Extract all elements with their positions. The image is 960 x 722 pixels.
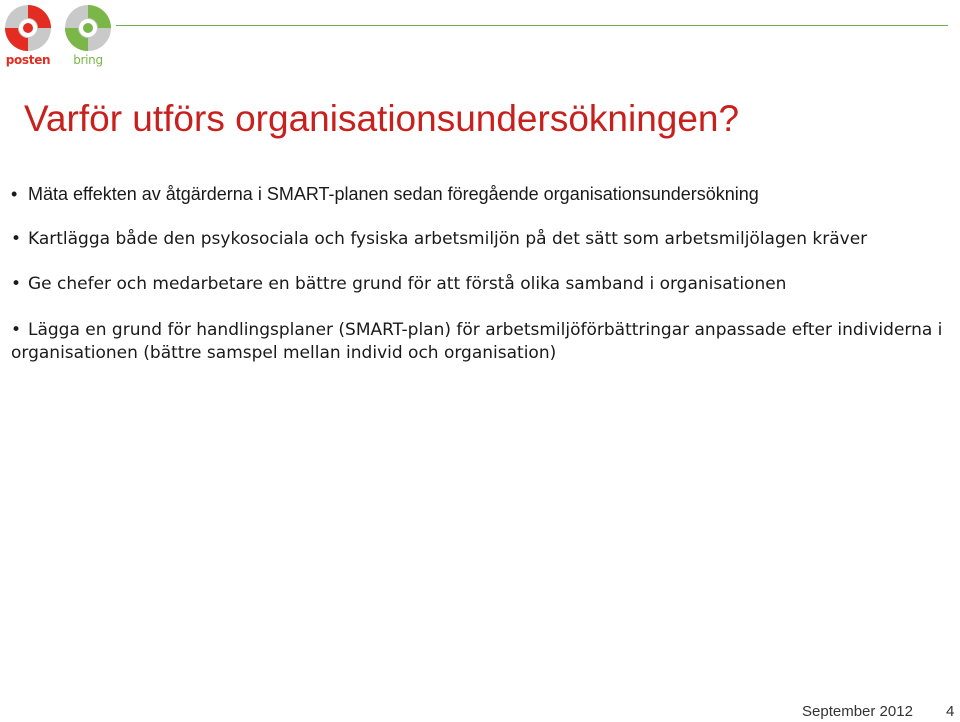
bullet-item [11, 228, 956, 251]
bullet-text: Kartlägga både den psykosociala och fysiska arbetsmiljön på det sätt som arbetsmiljölagen kräver [28, 229, 868, 249]
slide-title: Varför utförs organisationsundersökningen? [24, 98, 740, 139]
posten-logo-text: posten [5, 53, 51, 67]
page-number: 4 [946, 703, 955, 720]
bring-logo-text: bring [73, 53, 103, 67]
bullet-icon: • [11, 184, 18, 204]
bullet-list [11, 183, 956, 389]
bring-logo-icon [64, 4, 112, 52]
bullet-text: Ge chefer och medarbetare en bättre grund för att förstå olika samband i organisationen [28, 274, 787, 294]
bullet-item [11, 319, 956, 365]
bullet-icon: • [11, 274, 22, 294]
bring-logo [64, 4, 112, 68]
posten-logo [4, 4, 52, 68]
bullet-item [11, 183, 956, 206]
footer-date: September 2012 [802, 703, 913, 720]
bullet-icon: • [11, 229, 22, 249]
bullet-text: Lägga en grund för handlingsplaner (SMART-plan) för arbetsmiljöförbättringar anpassade efter individerna i organisationen (bättre samspel mellan individ och organisation) [11, 320, 943, 363]
posten-logo-icon [4, 4, 52, 52]
bullet-text: Mäta effekten av åtgärderna i SMART-planen sedan föregående organisationsundersökning [28, 184, 759, 204]
bullet-icon: • [11, 320, 22, 340]
header-divider [116, 25, 948, 26]
bullet-item [11, 273, 956, 296]
